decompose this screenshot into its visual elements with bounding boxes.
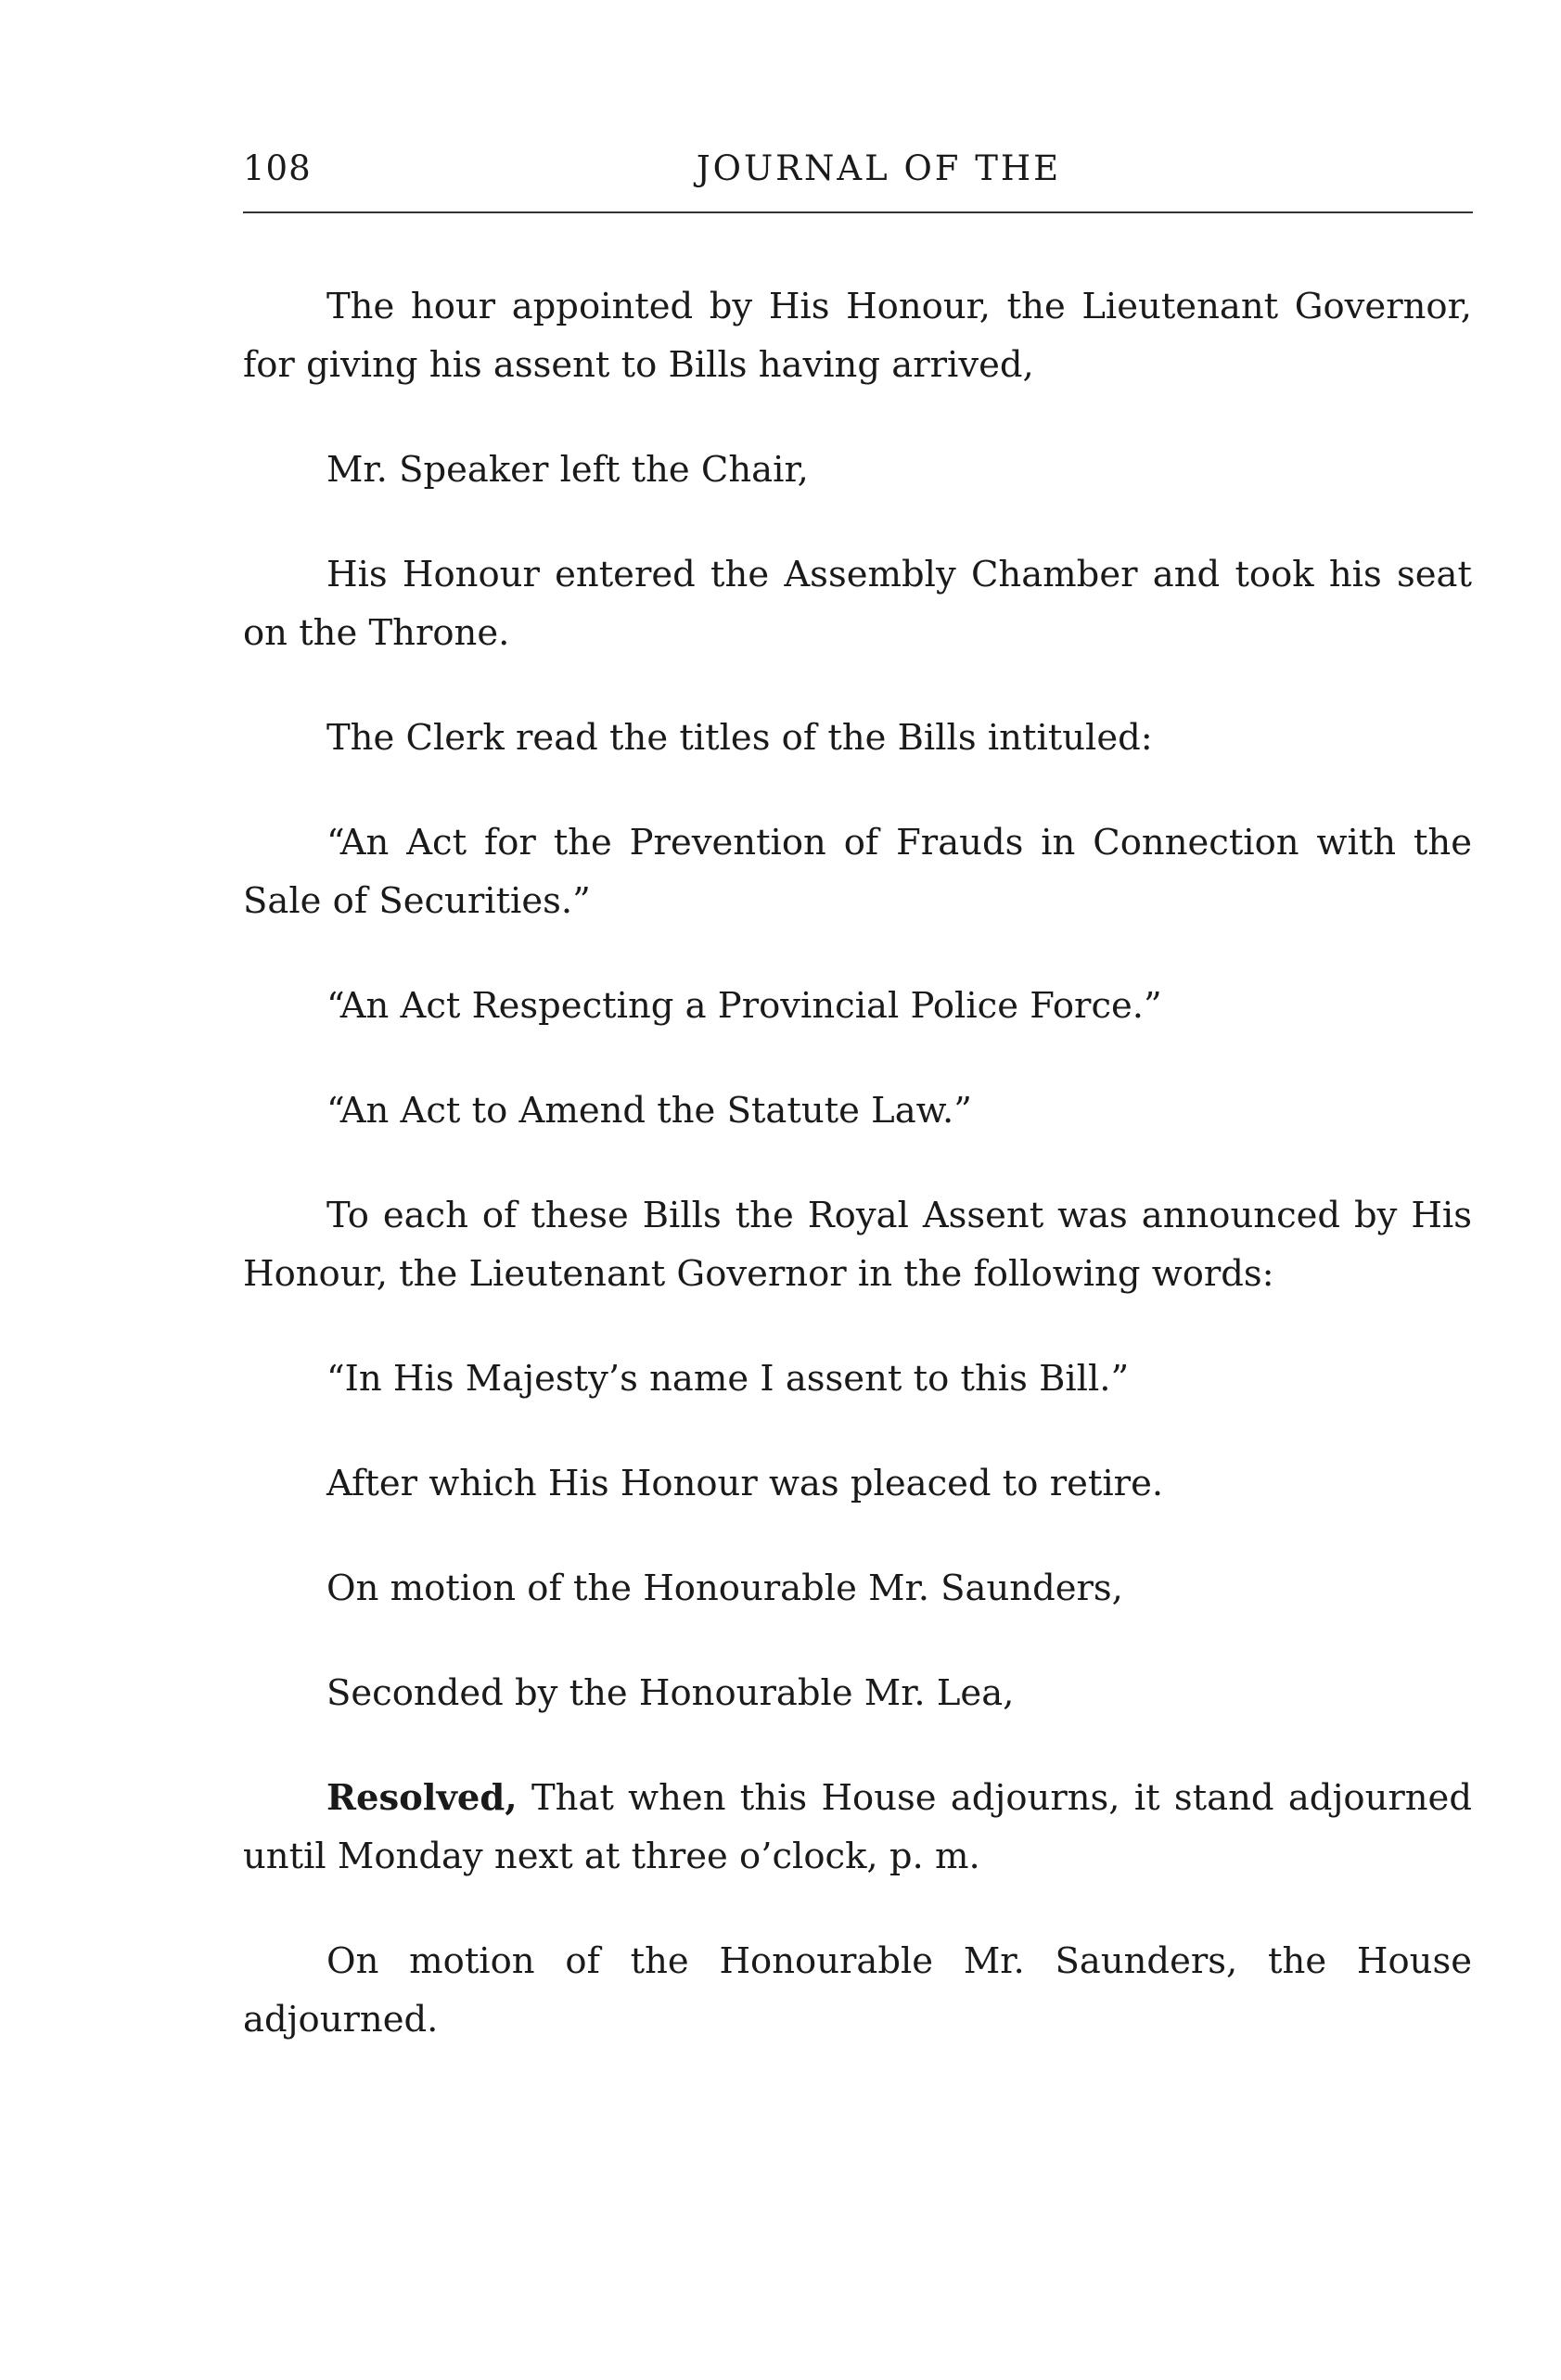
resolved-label: Resolved,: [326, 1777, 518, 1819]
paragraph-seconded-lea: Seconded by the Honourable Mr. Lea,: [326, 1672, 1015, 1714]
paragraph-royal-assent-hour: The hour appointed by His Honour, the Lieutenant Governor, for giving his assent to Bills having arrived,: [243, 286, 1472, 386]
paragraph-royal-assent-announced: To each of these Bills the Royal Assent was announced by His Honour, the Lieutenant Governor in the following words:: [243, 1195, 1472, 1295]
paragraph-honour-retire: After which His Honour was pleaced to retire.: [326, 1463, 1164, 1504]
running-head: [243, 148, 1472, 204]
paragraph-clerk-read-titles: The Clerk read the titles of the Bills intituled:: [326, 717, 1153, 759]
paragraph-bill-provincial-police: “An Act Respecting a Provincial Police Force.”: [326, 985, 1162, 1027]
paragraph-resolved-adjourn: [243, 1769, 1472, 1886]
paragraph-honour-entered: His Honour entered the Assembly Chamber and took his seat on the Throne.: [243, 554, 1472, 654]
paragraph-house-adjourned: On motion of the Honourable Mr. Saunders, the House adjourned.: [243, 1940, 1472, 2041]
running-title: JOURNAL OF THE: [696, 148, 1062, 188]
paragraph-assent-words: “In His Majesty’s name I assent to this Bill.”: [326, 1358, 1130, 1400]
header-rule: [243, 211, 1473, 213]
page-number: 108: [243, 148, 312, 188]
paragraph-motion-saunders: On motion of the Honourable Mr. Saunders,: [326, 1567, 1123, 1609]
resolved-text: That when this House adjourns, it stand adjourned until Monday next at three o’clock, p. m.: [243, 1777, 1472, 1877]
paragraph-speaker-left-chair: Mr. Speaker left the Chair,: [326, 449, 809, 491]
paragraph-bill-statute-law: “An Act to Amend the Statute Law.”: [326, 1090, 972, 1132]
paragraph-bill-frauds-securities: “An Act for the Prevention of Frauds in Connection with the Sale of Securities.”: [243, 822, 1472, 922]
journal-body: [243, 277, 1472, 2095]
